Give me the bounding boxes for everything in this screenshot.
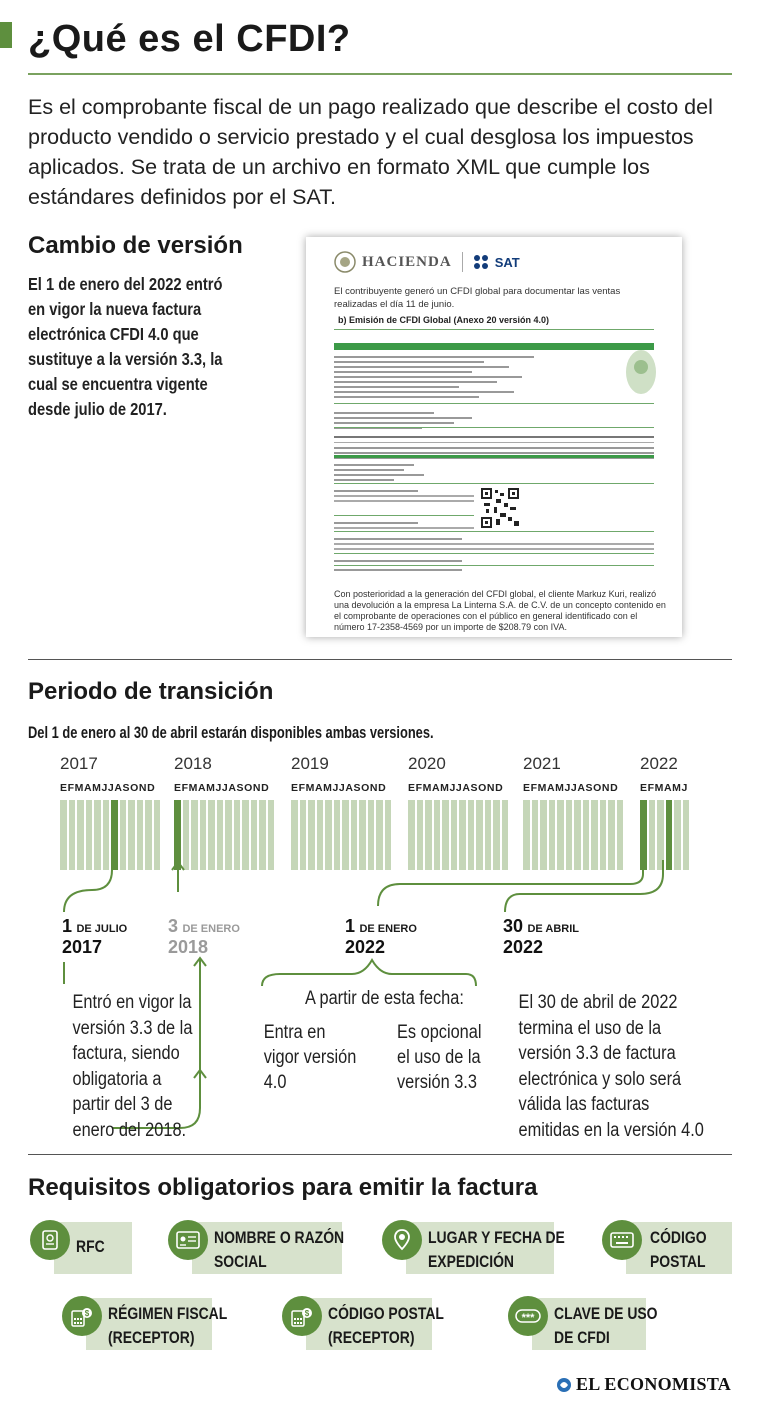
periodo-subtitle: Del 1 de enero al 30 de abril estarán disponibles ambas versiones.	[28, 724, 434, 742]
event-30-abril-2022: 30 DE ABRIL 2022	[503, 916, 580, 957]
svg-text:$: $	[84, 1309, 90, 1318]
year-2020: 2020	[408, 754, 446, 773]
section-divider-requisitos	[28, 1154, 732, 1155]
el-economista-logo: EL ECONOMISTA	[556, 1374, 731, 1395]
months-2021: EFMAMJJASOND	[523, 782, 619, 794]
year-2018: 2018	[174, 754, 212, 773]
document-footer: Con posterioridad a la generación del CFDI global, el cliente Markuz Kuri, realizó una devolución a la empresa La Linterna S.A. de C.V. de un concepto contenido en el comprobante de operaciones con el público en general identificado con el número 17-2358-4569 por un importe de $208.79 con IVA.	[334, 589, 666, 632]
text-optional-33: Es opcional el uso de la versión 3.3	[397, 1022, 482, 1093]
id-card-icon	[168, 1220, 208, 1260]
from-date-label: A partir de esta fecha:	[304, 988, 464, 1009]
periodo-title: Periodo de transición	[28, 678, 274, 705]
mexico-seal-icon	[334, 251, 356, 273]
title-divider	[28, 73, 732, 75]
brand-mark-icon	[556, 1377, 572, 1393]
page-title: ¿Qué es el CFDI?	[28, 18, 351, 60]
event-1-enero-2022: 1 DE ENERO 2022	[345, 916, 417, 957]
text-version-40: Entra en vigor versión 4.0	[263, 1022, 357, 1093]
svg-text:***: ***	[521, 1312, 535, 1323]
hacienda-logo: HACIENDA	[362, 253, 452, 270]
months-2017: EFMAMJJASOND	[60, 782, 156, 794]
emblem-icon	[624, 347, 658, 397]
cambio-text: El 1 de enero del 2022 entró en vigor la nueva factura electrónica CFDI 4.0 que sustituye a la versión 3.3, la cual se encuentra vigente desde julio de 2017.	[28, 274, 223, 419]
months-2019: EFMAMJJASOND	[291, 782, 387, 794]
year-2017: 2017	[60, 754, 98, 773]
year-2021: 2021	[523, 754, 561, 773]
calculator-money-icon	[282, 1296, 322, 1336]
svg-text:$: $	[304, 1309, 310, 1318]
document-intro: El contribuyente generó un CFDI global para documentar las ventas realizadas el día 11 de junio.	[334, 286, 621, 310]
months-2018: EFMAMJJASOND	[174, 782, 270, 794]
event-1-julio-2017: 1 DE JULIO 2017	[62, 916, 128, 957]
password-icon	[508, 1296, 548, 1336]
cfdi-document-sample	[306, 237, 682, 637]
text-version-33: Entró en vigor la versión 3.3 de la factura, siendo obligatoria a partir del 3 de enero del 2018.	[72, 992, 193, 1141]
months-2020: EFMAMJJASOND	[408, 782, 504, 794]
sat-logo: SAT	[494, 254, 520, 270]
tax-id-icon	[30, 1220, 70, 1260]
text-30-abril: El 30 de abril de 2022 termina el uso de la versión 3.3 de factura electrónica y solo será válida las facturas emitidas en la versión 4.0	[518, 992, 704, 1141]
year-2022: 2022	[640, 754, 678, 773]
event-3-enero-2018: 3 DE ENERO 2018	[168, 916, 240, 957]
qr-code-icon	[480, 487, 520, 529]
title-accent-mark	[0, 22, 12, 48]
sat-dots-icon	[473, 254, 489, 270]
location-pin-icon	[382, 1220, 422, 1260]
intro-paragraph: Es el comprobante fiscal de un pago realizado que describe el costo del producto vendido o servicio prestado y el cual desglosa los impuestos aplicados. Se trata de un archivo en formato XML que cumple los estándares definidos por el SAT.	[28, 95, 713, 209]
year-2019: 2019	[291, 754, 329, 773]
calculator-money-icon	[62, 1296, 102, 1336]
document-heading: b) Emisión de CFDI Global (Anexo 20 versión 4.0)	[338, 315, 550, 325]
section-divider-periodo	[28, 659, 732, 660]
keyboard-icon	[602, 1220, 642, 1260]
requisitos-title: Requisitos obligatorios para emitir la factura	[28, 1174, 538, 1201]
cambio-title: Cambio de versión	[28, 232, 243, 259]
months-2022: EFMAMJ	[640, 782, 688, 794]
